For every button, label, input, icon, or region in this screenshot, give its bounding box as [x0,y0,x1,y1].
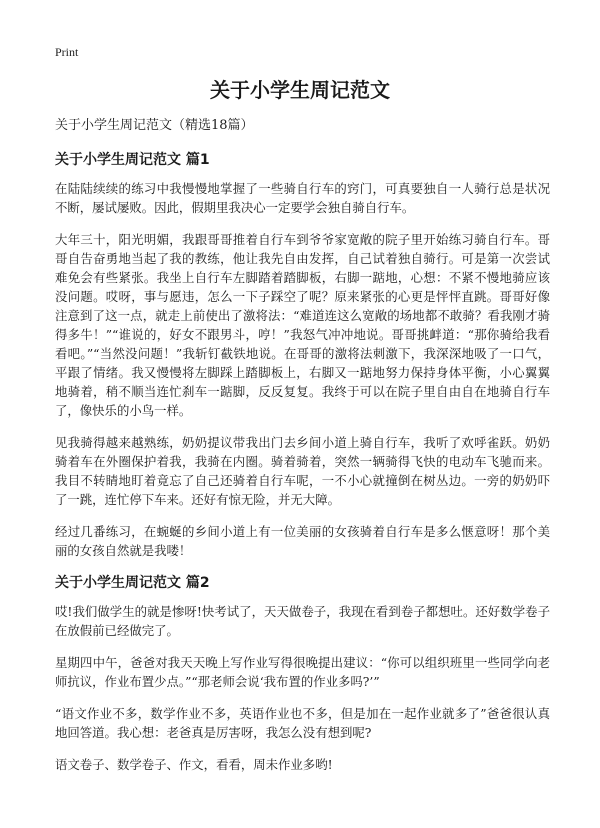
paragraph: 语文卷子、数学卷子、作文，看看，周未作业多哟! [55,757,333,772]
section-heading-2: 关于小学生周记范文 篇2 [55,575,210,591]
paragraph: 经过几番练习，在蜿蜒的乡间小道上有一位美丽的女孩骑着自行车是多么惬意呀！那个美丽的女孩自然就是我喽！ [55,524,550,558]
page-title: 关于小学生周记范文 [210,78,390,102]
paragraph: “语文作业不多，数学作业不多，英语作业也不多，但是加在一起作业就多了”爸爸很认真地回答道。我心想：老爸真是厉害呀，我怎么没有想到呢? [55,706,550,740]
paragraph: 见我骑得越来越熟练，奶奶提议带我出门去乡间小道上骑自行车，我听了欢呼雀跃。奶奶骑着车在外圈保护着我，我骑在内圈。骑着骑着，突然一辆骑得飞快的电动车飞驰而来。我目不转睛地盯着竟忘了自己还骑着自行车呢，一不小心就撞倒在树丛边。一旁的奶奶吓了一跳，连忙停下车来。还好有惊无险，并无大障。 [55,435,550,507]
paragraph: 大年三十，阳光明媚，我跟哥哥推着自行车到爷爷家宽敞的院子里开始练习骑自行车。哥哥自告奋勇地当起了我的教练，他让我先自由发挥，自己试着独自骑行。可是第一次尝试难免会有些紧张。我坐上自行车左脚踏着踏脚板，右脚一踮地，心想：不紧不慢地骑应该没问题。哎呀，事与愿违，怎么一下子踩空了呢？原来紧张的心更是怦怦直跳。哥哥好像注意到了这一点，就走上前使出了激将法：“难道连这么宽敞的场地都不敢骑？看我刚才骑得多牛！”“谁说的，好女不跟男斗，哼！”我怒气冲冲地说。哥哥挑衅道：“那你骑给我看看吧。”“当然没问题！”我斩钉截铁地说。在哥哥的激将法刺激下，我深深地吸了一口气，平跟了情绪。我又慢慢将左脚踩上踏脚板上，右脚又一踮地努力保持身体平衡，小心翼翼地骑着，稍不顺当连忙刹车一踮脚，反反复复。我终于可以在院子里自由自在地骑自行车了，像快乐的小鸟一样。 [55,232,550,418]
paragraph: 哎!我们做学生的就是惨呀!快考试了，天天做卷子，我现在看到卷子都想吐。还好数学卷子在放假前已经做完了。 [55,604,550,638]
section-heading-1: 关于小学生周记范文 篇1 [55,152,210,168]
print-link[interactable]: Print [55,45,79,59]
paragraph: 星期四中午，爸爸对我天天晚上写作业写得很晚提出建议：“你可以组织班里一些同学向老师抗议，作业布置少点。”“那老师会说‘我布置的作业多吗?’” [55,655,550,689]
document-subtitle: 关于小学生周记范文（精选18篇） [55,118,254,133]
document-body [55,117,550,787]
paragraph: 在陆陆续续的练习中我慢慢地掌握了一些骑自行车的窍门，可真要独自一人骑行总是状况不断，屡试屡败。因此，假期里我决心一定要学会独自骑自行车。 [55,181,550,215]
